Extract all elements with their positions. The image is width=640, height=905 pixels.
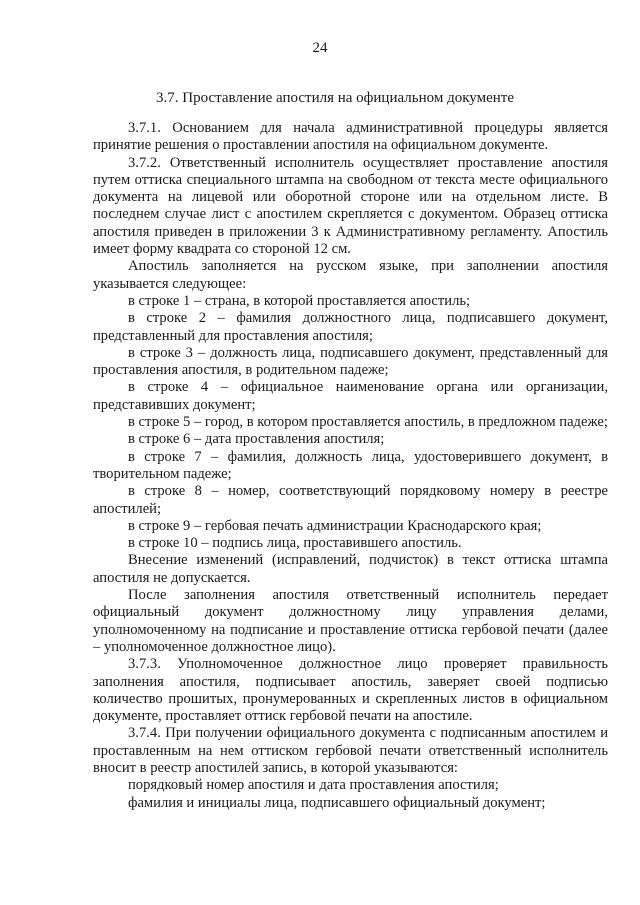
list-item-registry-number: порядковый номер апостиля и дата проставления апостиля; [128,777,499,794]
list-item-line-3: в строке 3 – должность лица, подписавшего документ, представленный для проставления апостиля, в родительном падеже; [93,344,608,379]
list-item-line-10: в строке 10 – подпись лица, проставившего апостиль. [128,535,462,552]
list-item-line-4: в строке 4 – официальное наименование органа или организации, представивших документ; [93,379,608,413]
list-item-line-2: в строке 2 – фамилия должностного лица, подписавшего документ, представленный для проставления апостиля; [93,310,608,344]
paragraph-3-7-4: 3.7.4. При получении официального документа с подписанным апостилем и проставленным на нем оттиском гербовой печати ответственный исполнитель вносит в реестр апостилей запись, в которой указываются: [93,725,608,776]
list-item-line-1: в строке 1 – страна, в которой проставляется апостиль; [128,292,471,309]
list-item-line-5: в строке 5 – город, в котором проставляется апостиль, в предложном падеже; [128,414,608,431]
list-item-line-7: в строке 7 – фамилия, должность лица, удостоверившего документ, в творительном падеже; [93,448,608,482]
paragraph-3-7-2: 3.7.2. Ответственный исполнитель осуществляет проставление апостиля путем оттиска специального штампа на свободном от текста месте официального документа на лицевой или оборотной стороне или на отдельном листе. В последнем случае лист с апостилем скрепляется с документом. Образец оттиска апостиля приведен в приложении 3 к Административному регламенту. Апостиль имеет форму квадрата со стороной 12 см. [93,154,608,258]
list-item-line-8: в строке 8 – номер, соответствующий порядковому номеру в реестре апостилей; [93,483,608,517]
paragraph-3-7-1: 3.7.1. Основанием для начала административной процедуры является принятие решения о проставлении апостиля на официальном документе. [93,120,608,154]
paragraph-fill-intro: Апостиль заполняется на русском языке, при заполнении апостиля указывается следующее: [93,258,608,292]
list-item-registry-signer: фамилия и инициалы лица, подписавшего официальный документ; [128,794,546,811]
list-item-line-9: в строке 9 – гербовая печать администрации Краснодарского края; [128,517,542,534]
paragraph-after-fill: После заполнения апостиля ответственный исполнитель передает официальный документ должностному лицу управления делами, уполномоченному на подписание и проставление оттиска гербовой печати (далее – уполномоченное должностное лицо). [93,587,608,655]
paragraph-no-changes: Внесение изменений (исправлений, подчисток) в текст оттиска штампа апостиля не допускается. [93,552,608,586]
section-title: 3.7. Проставление апостиля на официальном документе [156,90,514,106]
body-text [93,120,608,812]
list-item-line-6: в строке 6 – дата проставления апостиля; [128,431,385,448]
paragraph-3-7-3: 3.7.3. Уполномоченное должностное лицо проверяет правильность заполнения апостиля, подписывает апостиль, заверяет своей подписью количество прошитых, пронумерованных и скрепленных листов в официальном документе, проставляет оттиск гербовой печати на апостиле. [93,656,608,725]
page-number: 24 [312,40,328,56]
